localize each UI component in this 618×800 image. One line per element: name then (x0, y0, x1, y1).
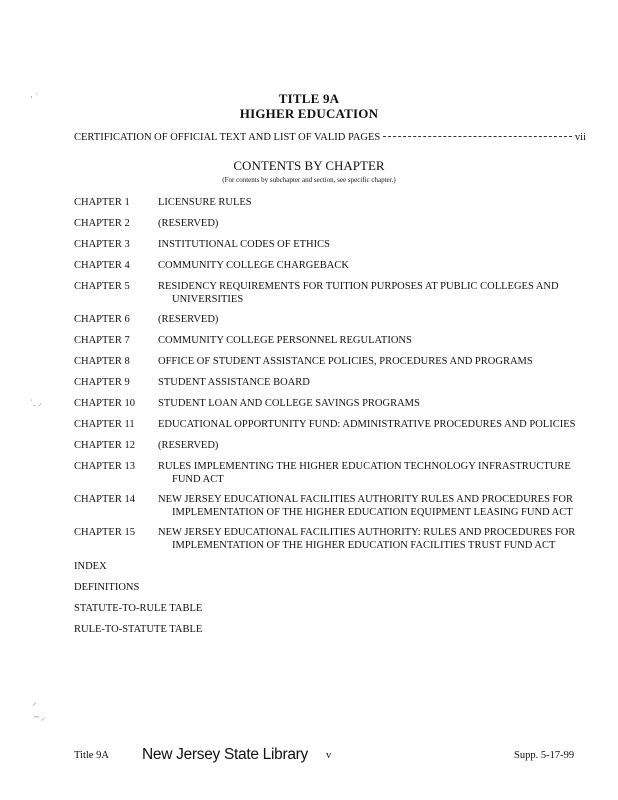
scan-speck: ⸝ (32, 697, 37, 707)
chapter-title-line: NEW JERSEY EDUCATIONAL FACILITIES AUTHORITY: RULES AND PROCEDURES FOR (158, 527, 576, 538)
chapter-number: CHAPTER 8 (74, 356, 130, 367)
footer-supplement-date: Supp. 5-17-99 (514, 750, 575, 761)
scan-speck: ~ ⸝ (34, 712, 46, 722)
scan-speck: ˙. ⸝ (30, 398, 42, 408)
chapter-title-continuation: FUND ACT (172, 474, 224, 485)
chapter-number: CHAPTER 3 (74, 239, 130, 250)
contents-heading: CONTENTS BY CHAPTER (233, 158, 385, 173)
chapter-number: CHAPTER 5 (74, 281, 130, 292)
contents-note: (For contents by subchapter and section, see specific chapter.) (222, 176, 396, 184)
dot-leader (383, 136, 572, 137)
chapter-title: (RESERVED) (158, 314, 219, 325)
certification-page: vii (574, 132, 586, 143)
chapter-number: CHAPTER 4 (74, 260, 130, 271)
chapter-title-continuation: UNIVERSITIES (172, 294, 244, 305)
scan-speck: · ˙ (30, 92, 39, 102)
chapter-title: STUDENT LOAN AND COLLEGE SAVINGS PROGRAMS (158, 398, 420, 409)
chapter-title: INSTITUTIONAL CODES OF ETHICS (158, 239, 330, 250)
chapter-number: CHAPTER 13 (74, 461, 135, 472)
chapter-number: CHAPTER 2 (74, 218, 130, 229)
chapter-title: (RESERVED) (158, 440, 219, 451)
chapter-number: CHAPTER 9 (74, 377, 130, 388)
back-matter-index: INDEX (74, 561, 107, 572)
chapter-title (158, 280, 578, 306)
chapter-title-line: RESIDENCY REQUIREMENTS FOR TUITION PURPOSES AT PUBLIC COLLEGES AND (158, 281, 559, 292)
footer-page-number: v (326, 750, 332, 761)
certification-line (74, 132, 586, 143)
chapter-title (158, 493, 578, 519)
chapter-number: CHAPTER 7 (74, 335, 130, 346)
chapter-title: OFFICE OF STUDENT ASSISTANCE POLICIES, PROCEDURES AND PROGRAMS (158, 356, 533, 367)
chapter-title-line: NEW JERSEY EDUCATIONAL FACILITIES AUTHORITY RULES AND PROCEDURES FOR (158, 494, 573, 505)
chapter-number: CHAPTER 15 (74, 527, 135, 538)
page-title: TITLE 9A (278, 91, 340, 106)
chapter-number: CHAPTER 6 (74, 314, 130, 325)
chapter-number: CHAPTER 10 (74, 398, 135, 409)
chapter-number: CHAPTER 12 (74, 440, 135, 451)
chapter-title: STUDENT ASSISTANCE BOARD (158, 377, 310, 388)
chapter-title: EDUCATIONAL OPPORTUNITY FUND: ADMINISTRATIVE PROCEDURES AND POLICIES (158, 419, 576, 430)
chapter-number: CHAPTER 1 (74, 197, 130, 208)
footer-library-stamp: New Jersey State Library (142, 746, 308, 763)
chapter-title: COMMUNITY COLLEGE CHARGEBACK (158, 260, 349, 271)
chapter-title (158, 460, 578, 486)
chapter-title: COMMUNITY COLLEGE PERSONNEL REGULATIONS (158, 335, 412, 346)
chapter-title: (RESERVED) (158, 218, 219, 229)
back-matter-definitions: DEFINITIONS (74, 582, 140, 593)
back-matter-rule-to-statute: RULE-TO-STATUTE TABLE (74, 624, 203, 635)
chapter-title: LICENSURE RULES (158, 197, 252, 208)
chapter-title-continuation: IMPLEMENTATION OF THE HIGHER EDUCATION EQUIPMENT LEASING FUND ACT (172, 507, 573, 518)
footer-title: Title 9A (74, 750, 109, 761)
certification-label: CERTIFICATION OF OFFICIAL TEXT AND LIST OF VALID PAGES (74, 132, 381, 143)
chapter-number: CHAPTER 14 (74, 494, 135, 505)
page-subtitle: HIGHER EDUCATION (239, 106, 379, 121)
back-matter-statute-to-rule: STATUTE-TO-RULE TABLE (74, 603, 203, 614)
chapter-title (158, 526, 578, 552)
chapter-number: CHAPTER 11 (74, 419, 135, 430)
chapter-title-continuation: IMPLEMENTATION OF THE HIGHER EDUCATION FACILITIES TRUST FUND ACT (172, 540, 556, 551)
chapter-title-line: RULES IMPLEMENTING THE HIGHER EDUCATION TECHNOLOGY INFRASTRUCTURE (158, 461, 571, 472)
